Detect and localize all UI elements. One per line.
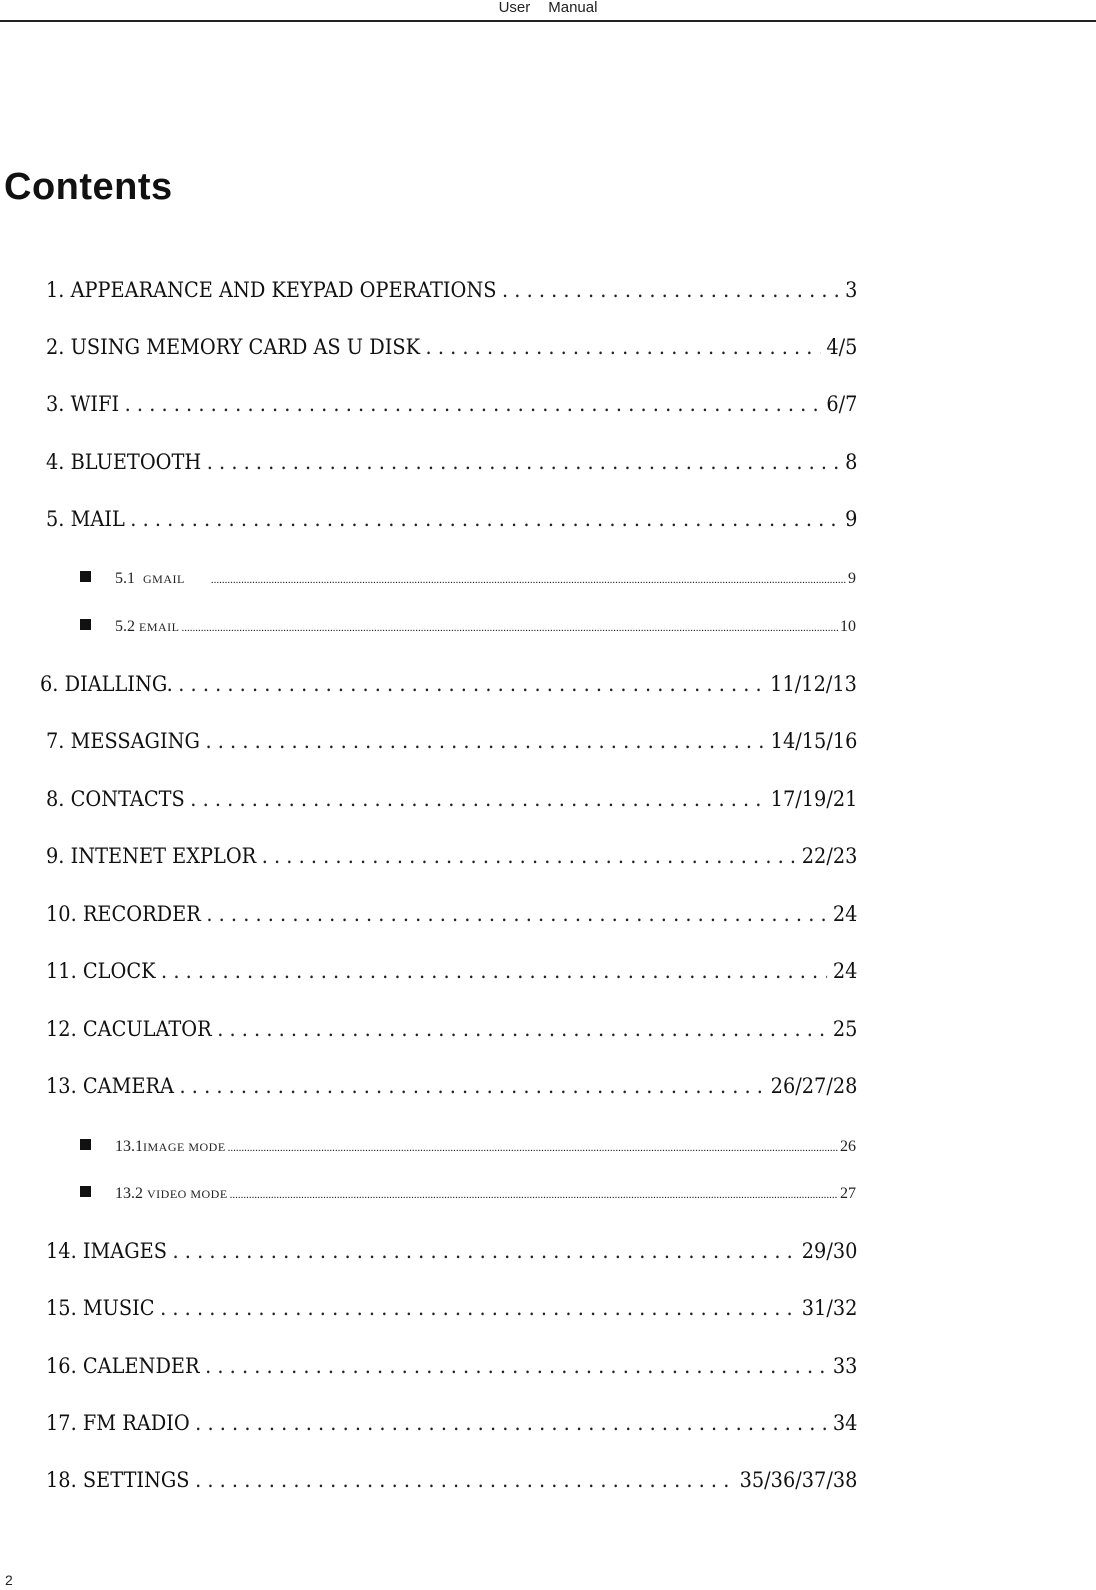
page-title: Contents (4, 166, 173, 208)
subentry-page: 10 (840, 618, 856, 635)
square-bullet-icon (80, 571, 91, 582)
toc-entry-page: 29/30 (801, 1239, 858, 1263)
toc-leader (173, 1239, 797, 1263)
toc-entry-label: 2. USING MEMORY CARD AS U DISK (46, 335, 421, 359)
toc-subentry-5-2[interactable] (80, 618, 856, 636)
square-bullet-icon (80, 1139, 91, 1150)
toc-entry-page: 26/27/28 (770, 1074, 858, 1098)
toc-entry-label: 9. INTENET EXPLOR (46, 844, 257, 868)
toc-leader (211, 574, 846, 586)
toc-entry-8[interactable] (46, 787, 857, 811)
toc-entry-16[interactable] (46, 1354, 857, 1378)
toc-leader (217, 1017, 827, 1041)
subentry-number: 13.1 (115, 1138, 143, 1155)
toc-entry-18[interactable] (46, 1468, 857, 1492)
toc-entry-4[interactable] (46, 450, 857, 474)
toc-entry-11[interactable] (46, 959, 857, 983)
toc-entry-page: 22/23 (801, 844, 858, 868)
toc-entry-label: 5. MAIL (46, 507, 125, 531)
toc-subentry-5-1[interactable] (80, 570, 856, 588)
toc-entry-label: 4. BLUETOOTH (46, 450, 202, 474)
header-right: Manual (548, 0, 598, 16)
toc-entry-page: 8 (845, 450, 858, 474)
square-bullet-icon (80, 619, 91, 630)
subentry-number: 5.1 (115, 570, 135, 587)
toc-entry-label: 11. CLOCK (46, 959, 156, 983)
toc-leader (426, 335, 821, 359)
subentry-label: IMAGE MODE (143, 1140, 226, 1154)
toc-entry-page: 25 (832, 1017, 858, 1041)
toc-entry-14[interactable] (46, 1239, 857, 1263)
toc-entry-5[interactable] (46, 507, 857, 531)
toc-entry-6[interactable] (40, 672, 857, 696)
toc-entry-page: 33 (832, 1354, 858, 1378)
toc-entry-label: 6. DIALLING. (40, 672, 173, 696)
toc-leader (228, 1142, 838, 1154)
toc-entry-label: 10. RECORDER (46, 902, 201, 926)
subentry-label: GMAIL (143, 572, 185, 586)
toc-leader (205, 1354, 827, 1378)
toc-entry-page: 24 (832, 902, 858, 926)
toc-leader (182, 622, 839, 634)
toc-entry-page: 6/7 (826, 392, 858, 416)
toc-leader (230, 1189, 838, 1201)
square-bullet-icon (80, 1186, 91, 1197)
subentry-number: 13.2 (115, 1185, 143, 1202)
subentry-page: 27 (840, 1185, 856, 1202)
toc-leader (195, 1411, 827, 1435)
toc-leader (130, 507, 839, 531)
subentry-page: 26 (840, 1138, 856, 1155)
toc-leader (160, 1296, 796, 1320)
toc-leader (125, 392, 821, 416)
toc-leader (180, 1074, 766, 1098)
toc-entry-label: 1. APPEARANCE AND KEYPAD OPERATIONS (46, 278, 497, 302)
subentry-page: 9 (848, 570, 856, 587)
page-number: 2 (5, 1572, 13, 1588)
header-left: User (498, 0, 531, 16)
toc-entry-label: 13. CAMERA (46, 1074, 174, 1098)
toc-leader (262, 844, 796, 868)
toc-entry-page: 4/5 (826, 335, 858, 359)
toc-entry-label: 3. WIFI (46, 392, 120, 416)
toc-entry-1[interactable] (46, 278, 857, 302)
toc-entry-label: 15. MUSIC (46, 1296, 155, 1320)
subentry-label: EMAIL (139, 620, 180, 634)
toc-entry-page: 24 (832, 959, 858, 983)
subentry-label: VIDEO MODE (147, 1187, 228, 1201)
toc-entry-label: 7. MESSAGING (46, 729, 200, 753)
toc-entry-page: 35/36/37/38 (739, 1468, 858, 1492)
toc-entry-label: 17. FM RADIO (46, 1411, 190, 1435)
toc-entry-9[interactable] (46, 844, 857, 868)
toc-leader (178, 672, 764, 696)
toc-entry-page: 31/32 (801, 1296, 858, 1320)
toc-entry-13[interactable] (46, 1074, 857, 1098)
toc-entry-label: 12. CACULATOR (46, 1017, 212, 1041)
toc-leader (195, 1468, 734, 1492)
toc-entry-10[interactable] (46, 902, 857, 926)
toc-leader (205, 729, 765, 753)
toc-leader (190, 787, 765, 811)
toc-subentry-13-1[interactable] (80, 1138, 856, 1156)
toc-entry-3[interactable] (46, 392, 857, 416)
toc-entry-label: 16. CALENDER (46, 1354, 200, 1378)
toc-entry-page: 9 (845, 507, 858, 531)
toc-entry-page: 3 (845, 278, 858, 302)
toc-leader (502, 278, 840, 302)
subentry-number: 5.2 (115, 618, 135, 635)
toc-leader (207, 450, 840, 474)
toc-leader (161, 959, 827, 983)
toc-entry-15[interactable] (46, 1296, 857, 1320)
toc-entry-12[interactable] (46, 1017, 857, 1041)
toc-subentry-13-2[interactable] (80, 1185, 856, 1203)
toc-leader (206, 902, 827, 926)
toc-entry-label: 18. SETTINGS (46, 1468, 190, 1492)
toc-entry-page: 11/12/13 (770, 672, 857, 696)
toc-entry-2[interactable] (46, 335, 857, 359)
toc-entry-page: 17/19/21 (770, 787, 858, 811)
toc-entry-label: 8. CONTACTS (46, 787, 185, 811)
toc-entry-17[interactable] (46, 1411, 857, 1435)
toc-entry-label: 14. IMAGES (46, 1239, 168, 1263)
toc-entry-page: 14/15/16 (770, 729, 858, 753)
toc-entry-7[interactable] (46, 729, 857, 753)
toc-entry-page: 34 (832, 1411, 858, 1435)
